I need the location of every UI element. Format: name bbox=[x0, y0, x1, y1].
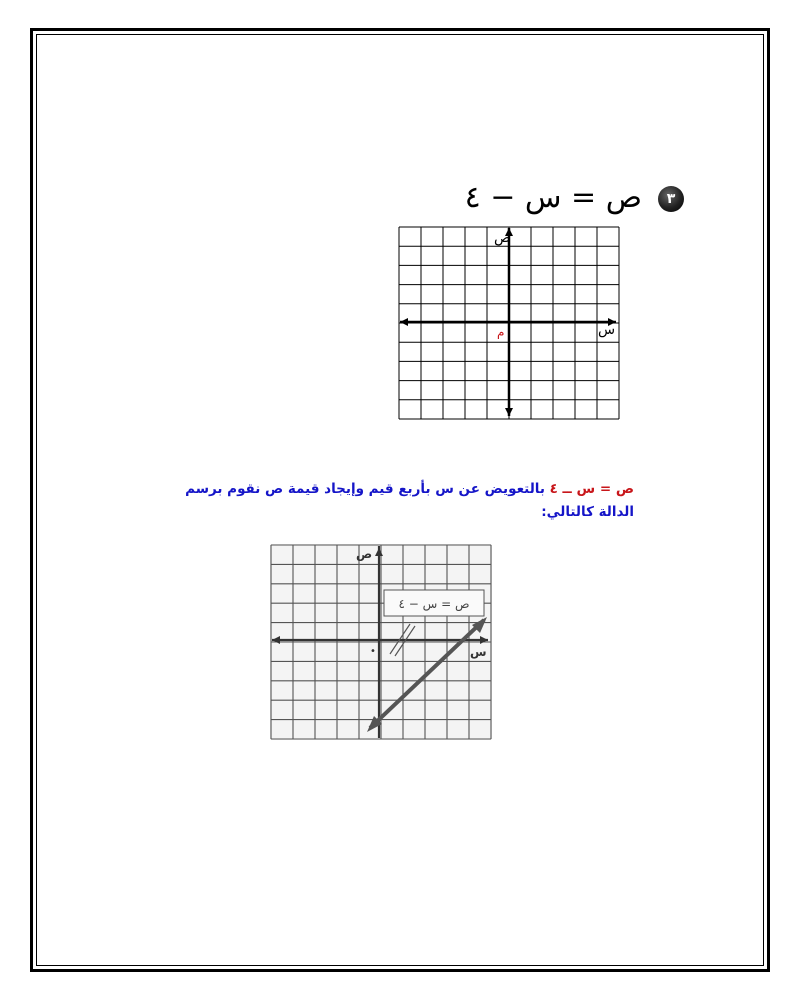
y-axis-label: ص bbox=[494, 230, 511, 246]
x-axis-label: س bbox=[598, 322, 616, 338]
x-axis-label: س bbox=[470, 645, 487, 659]
problem-equation: ص = س − ٤ bbox=[464, 180, 642, 215]
y-axis-arrow-down bbox=[505, 408, 513, 416]
problem-number-badge: ٣ bbox=[658, 186, 684, 212]
x-axis-arrow-left bbox=[400, 318, 408, 326]
origin-label: • bbox=[370, 646, 376, 657]
y-axis-label: ص bbox=[356, 547, 373, 561]
explanation-line-1 bbox=[140, 478, 634, 501]
problem-header bbox=[464, 180, 690, 220]
explanation-text bbox=[140, 478, 634, 524]
explanation-line-1-rest: بالتعويض عن س بأربع قيم وإيجاد قيمة ص نقوم برسم bbox=[185, 481, 545, 497]
explanation-line-2: الدالة كالتالي: bbox=[541, 504, 634, 520]
explanation-equation: ص = س ــ ٤ bbox=[549, 481, 634, 497]
blank-coordinate-grid bbox=[398, 226, 620, 420]
line-label: ص = س − ٤ bbox=[398, 597, 470, 611]
origin-label: م bbox=[497, 325, 505, 339]
solved-function-graph bbox=[270, 544, 492, 740]
